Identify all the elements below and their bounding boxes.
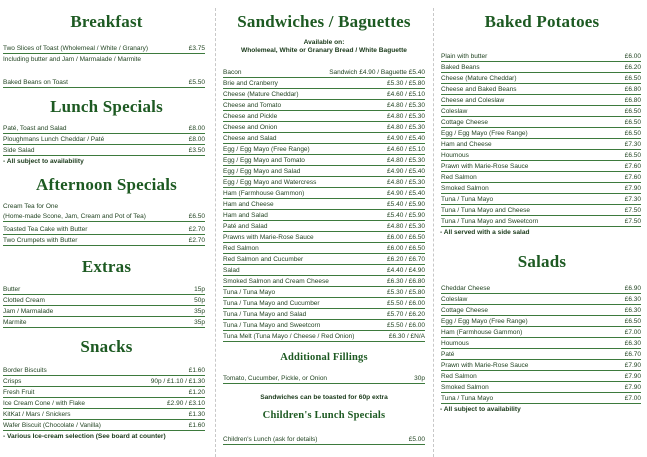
menu-item: Tuna / Tuna Mayo and Cheese £7.50 <box>441 207 641 214</box>
menu-item: Tuna / Tuna Mayo and Sweetcorn £5.50 / £6.00 <box>223 322 425 329</box>
menu-item: Red Salmon £7.90 <box>441 373 641 380</box>
menu-item: Tuna / Tuna Mayo £7.30 <box>441 196 641 203</box>
menu-item: Egg / Egg Mayo (Free Range) £4.60 / £5.10 <box>223 146 425 153</box>
menu-item: Egg / Egg Mayo (Free Range) £6.50 <box>441 318 641 325</box>
menu-item: Tuna / Tuna Mayo £7.00 <box>441 395 641 402</box>
menu-item: Baked Beans on Toast £5.50 <box>3 79 205 86</box>
bread-options: Wholemeal, White or Granary Bread / White Baguette <box>241 47 407 54</box>
menu-item: Egg / Egg Mayo and Tomato £4.80 / £5.30 <box>223 157 425 164</box>
menu-item: Paté £6.70 <box>441 351 641 358</box>
menu-item: Cheese and Salad £4.90 / £5.40 <box>223 135 425 142</box>
menu-item: Clotted Cream 50p <box>3 297 205 304</box>
menu-item: Including butter and Jam / Marmalade / Marmite <box>3 56 142 63</box>
menu-item: Red Salmon £7.60 <box>441 174 641 181</box>
menu-item: Brie and Cranberry £5.30 / £5.80 <box>223 80 425 87</box>
menu-item: Cottage Cheese £6.30 <box>441 307 641 314</box>
afternoon-specials-heading: Afternoon Specials <box>35 175 177 194</box>
menu-column-right <box>437 0 647 457</box>
menu-item: Cheese and Onion £4.80 / £5.30 <box>223 124 425 131</box>
menu-item: Plain with butter £6.00 <box>441 53 641 60</box>
menu-item: Children's Lunch (ask for details) £5.00 <box>223 436 425 443</box>
menu-item: Cheddar Cheese £6.90 <box>441 285 641 292</box>
menu-item: Cheese and Pickle £4.80 / £5.30 <box>223 113 425 120</box>
childrens-lunch-heading: Children's Lunch Specials <box>262 410 386 421</box>
menu-item: Baked Beans £6.20 <box>441 64 641 71</box>
menu-item: Butter 15p <box>3 286 205 293</box>
menu-item: (Home-made Scone, Jam, Cream and Pot of Tea) £6.50 <box>3 213 205 220</box>
menu-item: Prawn with Marie-Rose Sauce £7.90 <box>441 362 641 369</box>
menu-item: Coleslaw £6.50 <box>441 108 641 115</box>
menu-item: Cheese and Coleslaw £6.80 <box>441 97 641 104</box>
menu-column-left <box>0 0 213 457</box>
menu-item: Ham and Cheese £5.40 / £5.90 <box>223 201 425 208</box>
column-divider <box>215 8 216 457</box>
toasted-note: Sandwiches can be toasted for 60p extra <box>260 394 388 401</box>
ice-cream-note: - Various Ice-cream selection (See board at counter) <box>3 433 166 440</box>
menu-item: Cheese and Baked Beans £6.80 <box>441 86 641 93</box>
menu-item: Smoked Salmon and Cream Cheese £6.30 / £6.80 <box>223 278 425 285</box>
menu-item: Tuna / Tuna Mayo and Salad £5.70 / £6.20 <box>223 311 425 318</box>
menu-item: Jam / Marmalade 35p <box>3 308 205 315</box>
menu-item: Cheese (Mature Cheddar) £6.50 <box>441 75 641 82</box>
menu-item: Prawns with Marie-Rose Sauce £6.00 / £6.50 <box>223 234 425 241</box>
menu-item: Salad £4.40 / £4.90 <box>223 267 425 274</box>
menu-item: Egg / Egg Mayo and Watercress £4.80 / £5.30 <box>223 179 425 186</box>
menu-item: Ice Cream Cone / with Flake £2.90 / £3.10 <box>3 400 205 407</box>
menu-item: Two Crumpets with Butter £2.70 <box>3 237 205 244</box>
menu-item: Cottage Cheese £6.50 <box>441 119 641 126</box>
menu-item: Ham (Farmhouse Gammon) £7.00 <box>441 329 641 336</box>
menu-item: Cream Tea for One <box>3 203 59 210</box>
menu-item: Tomato, Cucumber, Pickle, or Onion 30p <box>223 375 425 382</box>
menu-item: Ham and Cheese £7.30 <box>441 141 641 148</box>
menu-item: KitKat / Mars / Snickers £1.30 <box>3 411 205 418</box>
menu-item: Ploughmans Lunch Cheddar / Paté £8.00 <box>3 136 205 143</box>
menu-item: Ham (Farmhouse Gammon) £4.90 / £5.40 <box>223 190 425 197</box>
additional-fillings-heading: Additional Fillings <box>280 352 368 363</box>
menu-item: Cheese and Tomato £4.80 / £5.30 <box>223 102 425 109</box>
menu-item: Paté and Salad £4.80 / £5.30 <box>223 223 425 230</box>
menu-item: Marmite 35p <box>3 319 205 326</box>
menu-item: Wafer Biscuit (Chocolate / Vanilla) £1.60 <box>3 422 205 429</box>
menu-item: Coleslaw £6.30 <box>441 296 641 303</box>
menu-item: Border Biscuits £1.60 <box>3 367 205 374</box>
menu-item: Red Salmon £6.00 / £6.50 <box>223 245 425 252</box>
menu-item: Fresh Fruit £1.20 <box>3 389 205 396</box>
menu-item: Tuna / Tuna Mayo £5.30 / £5.80 <box>223 289 425 296</box>
lunch-specials-heading: Lunch Specials <box>50 97 163 116</box>
menu-item: Houmous £6.50 <box>441 152 641 159</box>
menu-item: Ham and Salad £5.40 / £5.90 <box>223 212 425 219</box>
extras-heading: Extras <box>81 257 132 276</box>
menu-item: Egg / Egg Mayo (Free Range) £6.50 <box>441 130 641 137</box>
menu-item: Paté, Toast and Salad £8.00 <box>3 125 205 132</box>
snacks-heading: Snacks <box>80 337 133 356</box>
menu-item: Tuna / Tuna Mayo and Cucumber £5.50 / £6.00 <box>223 300 425 307</box>
menu-item: Bacon Sandwich £4.90 / Baguette £5.40 <box>223 69 425 76</box>
menu-item: Tuna / Tuna Mayo and Sweetcorn £7.50 <box>441 218 641 225</box>
menu-item: Toasted Tea Cake with Butter £2.70 <box>3 226 205 233</box>
menu-item: Egg / Egg Mayo and Salad £4.90 / £5.40 <box>223 168 425 175</box>
available-on-label: Available on: <box>303 39 345 46</box>
availability-note: - All subject to availability <box>3 158 84 165</box>
side-salad-note: - All served with a side salad <box>440 229 530 236</box>
column-divider <box>433 8 434 457</box>
menu-item: Smoked Salmon £7.90 <box>441 185 641 192</box>
availability-note: - All subject to availability <box>440 406 521 413</box>
menu-item: Smoked Salmon £7.90 <box>441 384 641 391</box>
menu-column-middle <box>219 0 429 457</box>
menu-item: Houmous £6.30 <box>441 340 641 347</box>
menu-item: Tuna Melt (Tuna Mayo / Cheese / Red Onion) £6.30 / £N/A <box>223 333 425 340</box>
menu-item: Crisps 90p / £1.10 / £1.30 <box>3 378 205 385</box>
menu-item: Prawn with Marie-Rose Sauce £7.60 <box>441 163 641 170</box>
sandwiches-heading: Sandwiches / Baguettes <box>237 12 411 31</box>
baked-potatoes-heading: Baked Potatoes <box>484 12 600 31</box>
breakfast-heading: Breakfast <box>70 12 143 31</box>
menu-item: Cheese (Mature Cheddar) £4.60 / £5.10 <box>223 91 425 98</box>
menu-item: Red Salmon and Cucumber £6.20 / £6.70 <box>223 256 425 263</box>
salads-heading: Salads <box>517 252 567 271</box>
menu-item: Two Slices of Toast (Wholemeal / White / Granary) £3.75 <box>3 45 205 52</box>
menu-item: Side Salad £3.50 <box>3 147 205 154</box>
